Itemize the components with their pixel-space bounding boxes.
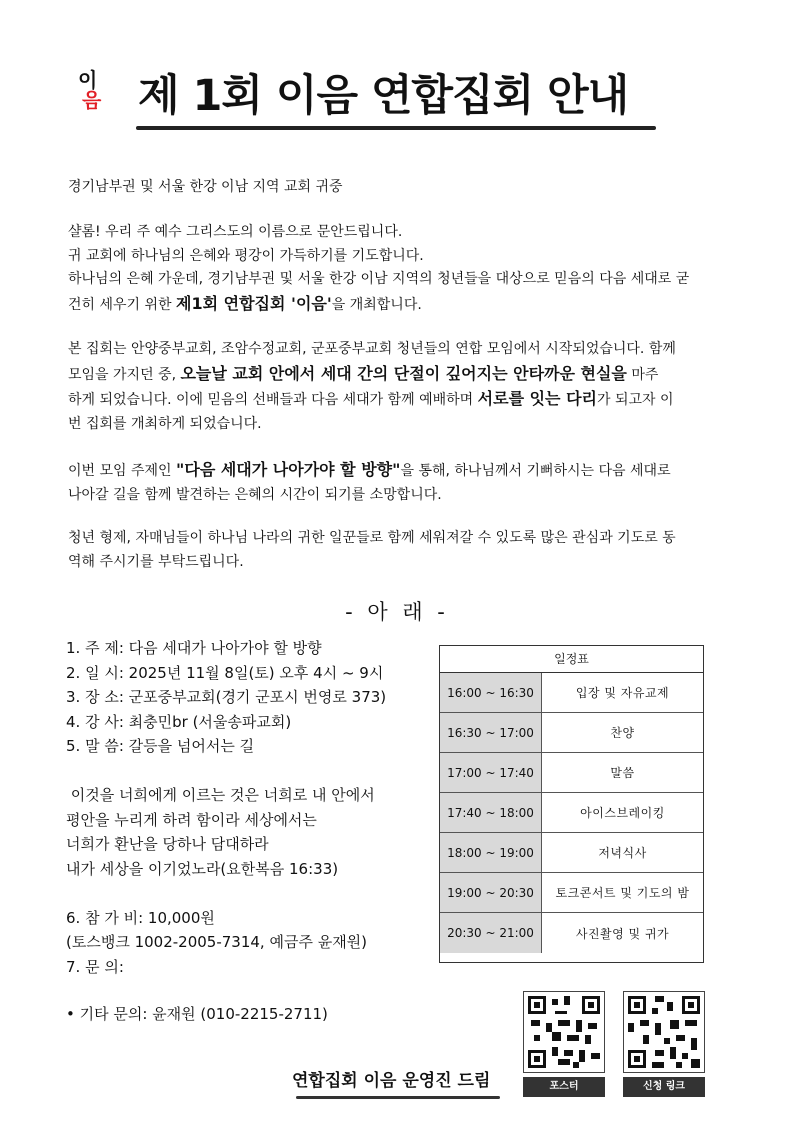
recipient-line: 경기남부권 및 서울 한강 이남 지역 교회 귀중 <box>68 179 343 195</box>
page-title: 제 1회 이음 연합집회 안내 <box>138 71 629 121</box>
spacer <box>66 881 426 906</box>
schedule-activity: 토크콘서트 및 기도의 밤 <box>555 886 690 900</box>
para2-line-2 <box>68 362 728 388</box>
schedule-row <box>440 793 703 833</box>
greeting-line-4 <box>68 292 728 318</box>
footer-underline <box>296 1096 500 1099</box>
greeting-paragraph <box>68 221 728 317</box>
apply-qr-label: 신청 링크 <box>623 1077 705 1097</box>
para3-line-1 <box>68 458 728 484</box>
para2-line-2c: 마주 <box>626 366 659 383</box>
schedule-row <box>440 873 703 913</box>
detail-fee: 6. 참 가 비: 10,000원 <box>66 908 215 927</box>
para2-line-3c: 가 되고자 이 <box>597 392 674 408</box>
detail-datetime: 2. 일 시: 2025년 11월 8일(토) 오후 4시 ~ 9시 <box>66 663 384 682</box>
schedule-activity: 말씀 <box>610 766 635 780</box>
detail-word: 5. 말 씀: 갈등을 넘어서는 길 <box>66 737 255 755</box>
event-name-bold: 제1회 연합집회 '이음' <box>176 293 332 313</box>
schedule-activity: 입장 및 자유교제 <box>575 686 670 700</box>
qr-code-icon <box>528 996 600 1068</box>
schedule-row <box>440 673 703 713</box>
greeting-line-2: 귀 교회에 하나님의 은혜와 평강이 가득하기를 기도합니다. <box>68 247 424 264</box>
schedule-time: 16:30 ~ 17:00 <box>440 713 542 752</box>
schedule-time: 18:00 ~ 19:00 <box>440 833 542 872</box>
poster-qr-label: 포스터 <box>523 1077 605 1097</box>
para2-line-2a: 모임을 가지던 중, <box>68 366 181 383</box>
para2-line-3a: 하게 되었습니다. 이에 믿음의 선배들과 다음 세대가 함께 예배하며 <box>68 392 478 408</box>
detail-place: 3. 장 소: 군포중부교회(경기 군포시 번영로 373) <box>66 688 387 706</box>
schedule-activity: 사진촬영 및 귀가 <box>575 926 670 941</box>
para3-line-1c: 을 통해, 하나님께서 기뻐하시는 다음 세대로 <box>400 463 671 479</box>
verse-line-1: 이것을 너희에게 이르는 것은 너희로 내 안에서 <box>66 786 375 804</box>
verse-line-3: 너희가 환난을 당하나 담대하라 <box>66 835 269 853</box>
event-details <box>66 636 426 979</box>
footer-signature: 연합집회 이음 운영진 드림 <box>292 1071 491 1091</box>
para2-line-1: 본 집회는 안양중부교회, 조암수정교회, 군포중부교회 청년들의 연합 모임에서 시작되었습니다. 함께 <box>68 341 676 357</box>
contact-info: • 기타 문의: 윤재원 (010-2215-2711) <box>66 1005 328 1023</box>
schedule-time: 19:00 ~ 20:30 <box>440 873 542 912</box>
qr-code-icon <box>628 996 700 1068</box>
logo <box>78 70 122 116</box>
schedule-time: 16:00 ~ 16:30 <box>440 673 542 712</box>
para4-line-2: 역해 주시기를 부탁드립니다. <box>68 553 244 570</box>
schedule-table <box>439 645 704 963</box>
request-paragraph <box>68 527 728 574</box>
schedule-activity: 찬양 <box>610 726 635 740</box>
schedule-activity: 저녁식사 <box>598 846 647 860</box>
schedule-row <box>440 753 703 793</box>
title-underline <box>136 126 656 130</box>
detail-speaker: 4. 강 사: 최충민br (서울송파교회) <box>66 712 292 731</box>
detail-topic: 1. 주 제: 다음 세대가 나아가야 할 방향 <box>66 639 322 657</box>
para2-bold-bridge: 서로를 잇는 다리 <box>477 389 597 408</box>
poster-qr-code[interactable] <box>523 991 605 1073</box>
theme-bold: "다음 세대가 나아가야 할 방향" <box>176 460 401 479</box>
schedule-activity: 아이스브레이킹 <box>580 806 665 820</box>
schedule-time: 17:00 ~ 17:40 <box>440 753 542 792</box>
section-heading-below: - 아 래 - <box>345 600 449 624</box>
para4-line-1: 청년 형제, 자매님들이 하나님 나라의 귀한 일꾼들로 함께 세워져갈 수 있도록 많은 관심과 기도로 동 <box>68 530 676 546</box>
schedule-row <box>440 833 703 873</box>
verse-line-4: 내가 세상을 이기었노라(요한복음 16:33) <box>66 859 339 878</box>
detail-account: (토스뱅크 1002-2005-7314, 예금주 윤재원) <box>66 933 368 951</box>
verse-line-2: 평안을 누리게 하려 함이라 세상에서는 <box>66 810 317 829</box>
schedule-time: 17:40 ~ 18:00 <box>440 793 542 832</box>
para3-line-2: 나아갈 길을 함께 발견하는 은혜의 시간이 되기를 소망합니다. <box>68 486 442 503</box>
logo-top: 이 <box>78 68 98 92</box>
spacer <box>66 759 426 784</box>
para2-line-4: 번 집회를 개최하게 되었습니다. <box>68 415 262 432</box>
greeting-line-4c: 을 개최합니다. <box>331 296 422 313</box>
schedule-row <box>440 913 703 953</box>
greeting-line-1: 샬롬! 우리 주 예수 그리스도의 이름으로 문안드립니다. <box>68 224 403 240</box>
recipient <box>68 176 728 200</box>
para2-bold-reality: 오늘날 교회 안에서 세대 간의 단절이 깊어지는 안타까운 현실을 <box>180 363 627 383</box>
para3-line-1a: 이번 모임 주제인 <box>68 463 177 479</box>
para2-line-3 <box>68 387 728 413</box>
theme-paragraph <box>68 458 728 507</box>
detail-inquiry: 7. 문 의: <box>66 957 124 976</box>
apply-qr-code[interactable] <box>623 991 705 1073</box>
schedule-row <box>440 713 703 753</box>
schedule-title: 일정표 <box>440 646 703 673</box>
schedule-time: 20:30 ~ 21:00 <box>440 913 542 953</box>
greeting-line-4a: 건히 세우기 위한 <box>68 296 177 313</box>
background-paragraph <box>68 338 728 436</box>
greeting-line-3: 하나님의 은혜 가운데, 경기남부권 및 서울 한강 이남 지역의 청년들을 대상으로 믿음의 다음 세대로 굳 <box>68 271 690 287</box>
logo-bottom: 음 <box>82 88 102 112</box>
